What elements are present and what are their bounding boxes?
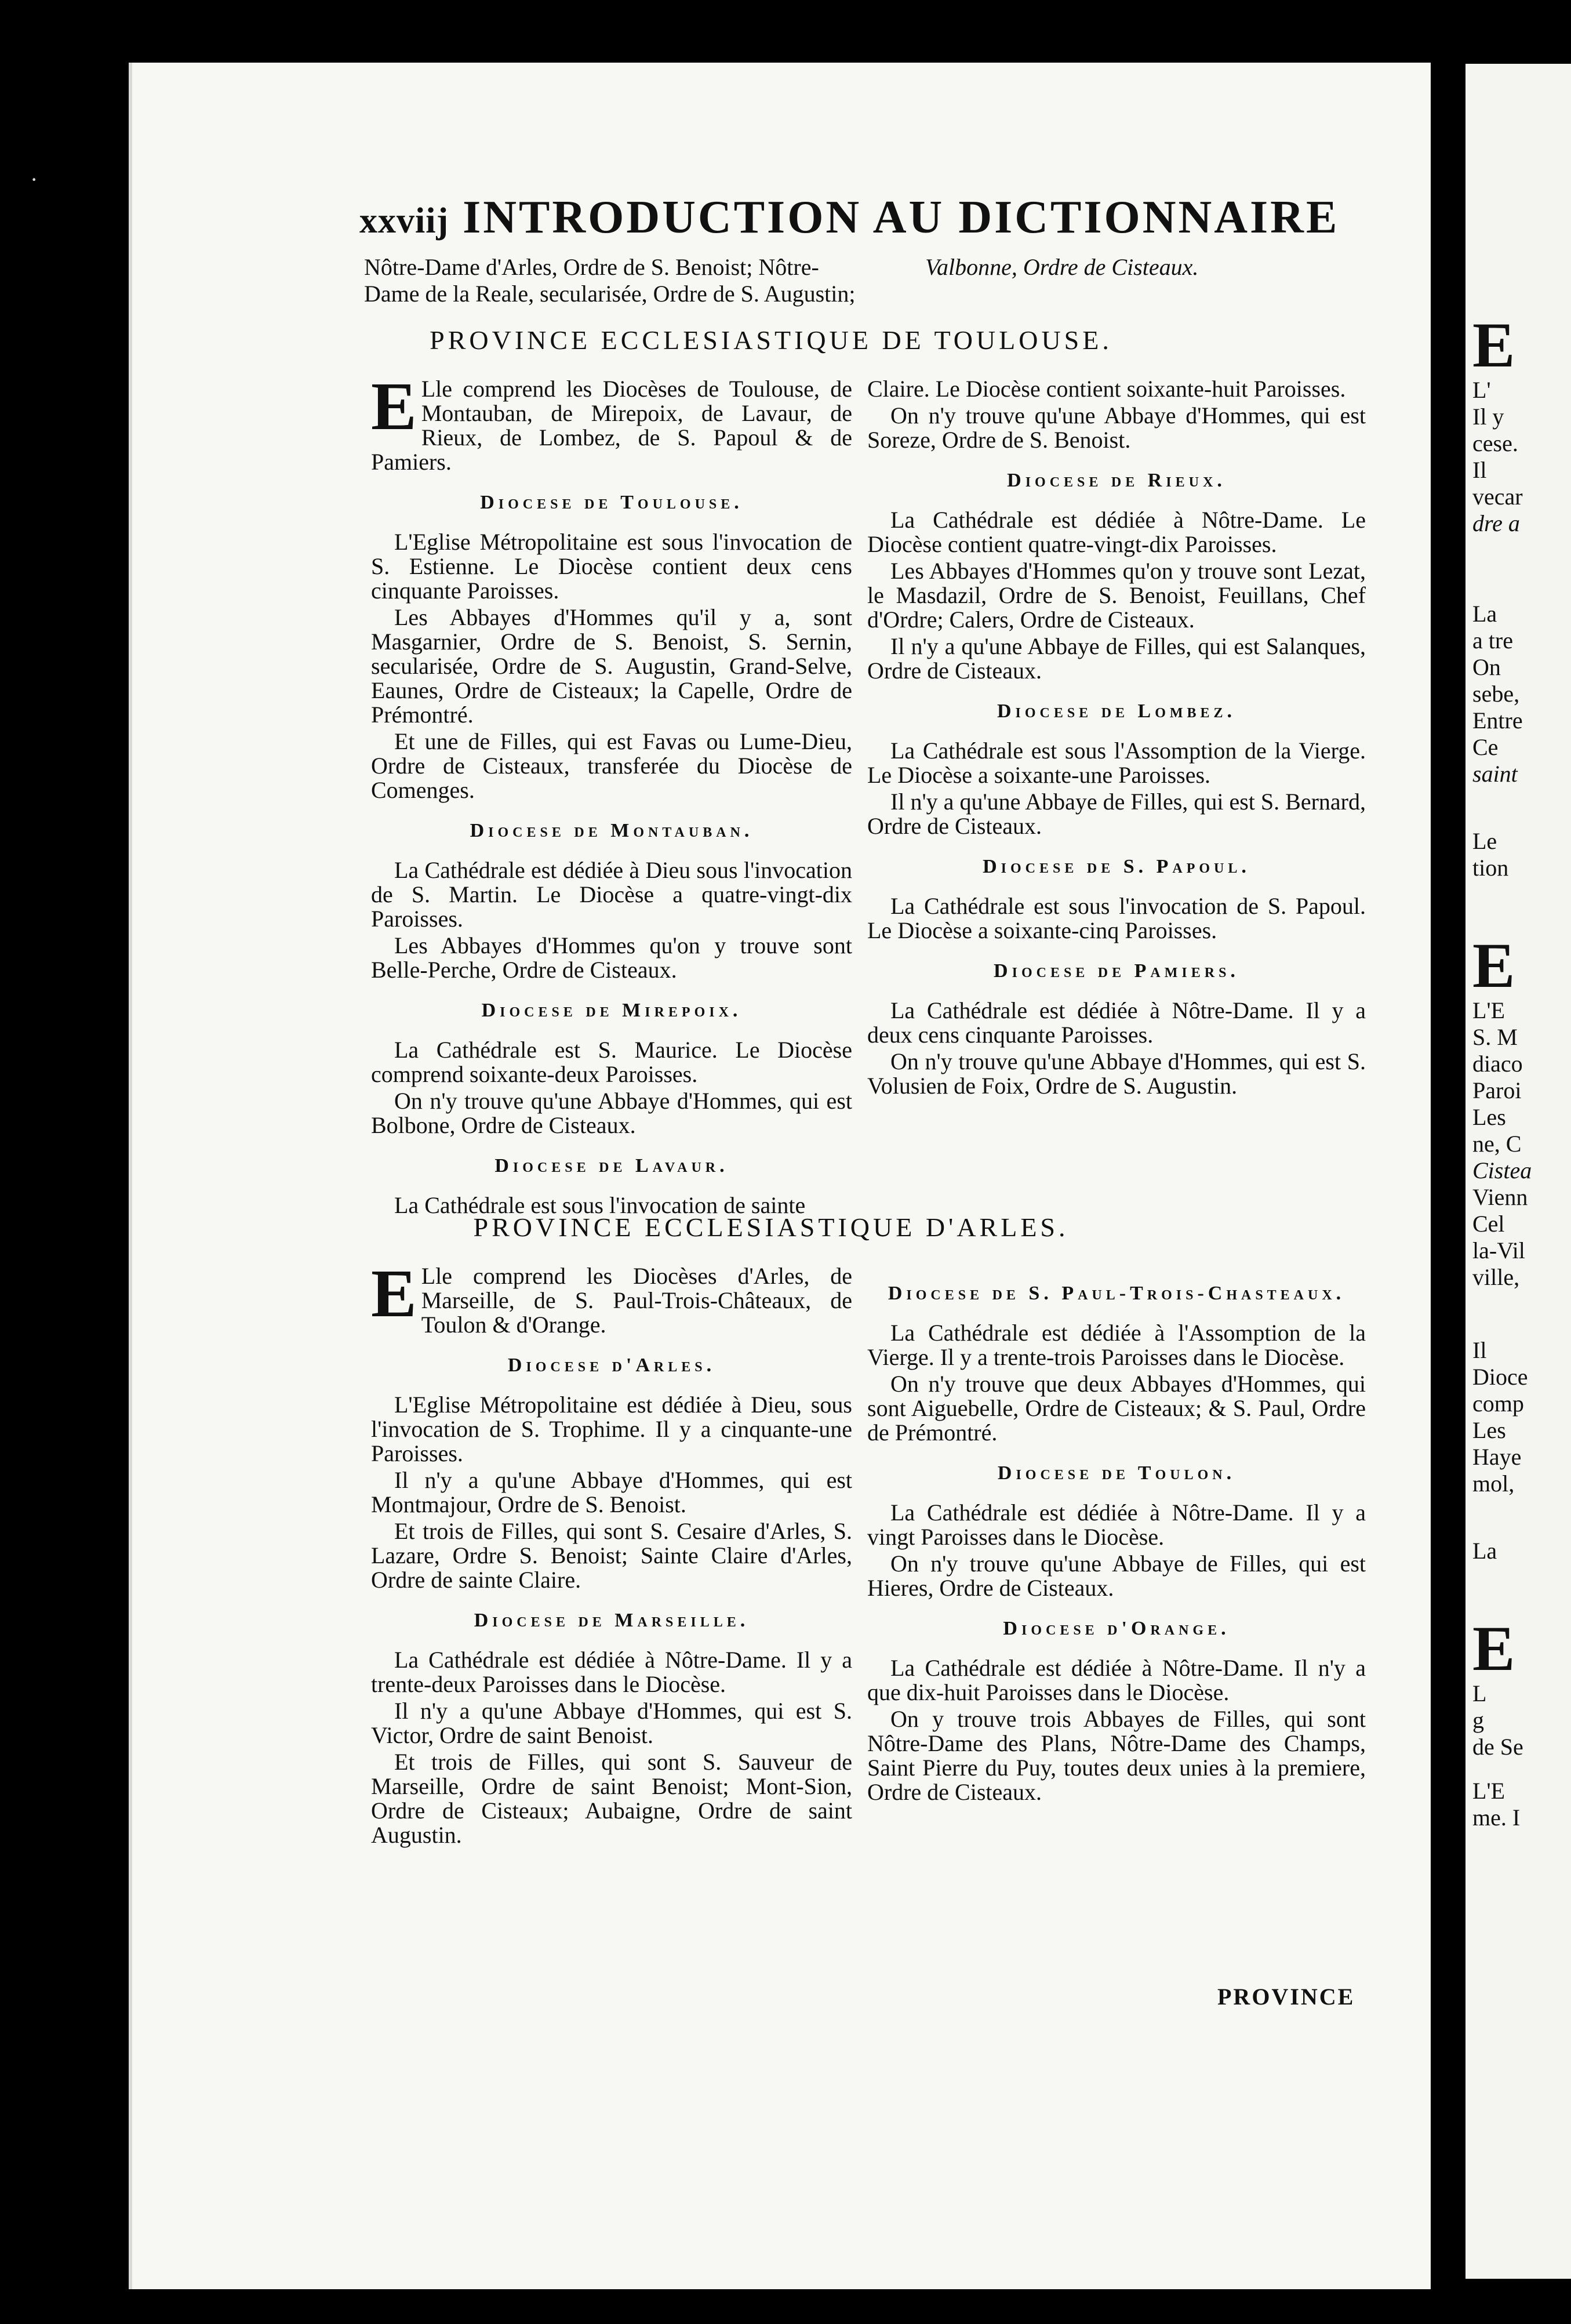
fragment: ville,: [1472, 1264, 1520, 1290]
margin-mark: ·: [30, 166, 38, 193]
fragment: L: [1472, 1680, 1487, 1706]
paragraph: Claire. Le Diocèse contient soixante-huit Paroisses.: [867, 376, 1346, 402]
paragraph: Et trois de Filles, qui sont S. Cesaire d'Arles, S. Lazare, Ordre S. Benoist; Sainte Claire d'Arles, Ordre de sainte Claire.: [371, 1518, 852, 1593]
paragraph: Il n'y a qu'une Abbaye d'Hommes, qui est S. Victor, Ordre de saint Benoist.: [371, 1698, 852, 1748]
paragraph: Il n'y a qu'une Abbaye de Filles, qui est S. Bernard, Ordre de Cisteaux.: [867, 789, 1366, 839]
paragraph: La Cathédrale est sous l'Assomption de la Vierge. Le Diocèse a soixante-une Paroisses.: [867, 738, 1366, 788]
paragraph: Il n'y a qu'une Abbaye de Filles, qui est Salanques, Ordre de Cisteaux.: [867, 633, 1366, 684]
continuation-line: Valbonne, Ordre de Cisteaux.: [925, 254, 1199, 280]
section-heading-toulouse: PROVINCE ECCLESIASTIQUE DE TOULOUSE.: [430, 325, 1112, 355]
intro-paragraph: [371, 368, 852, 475]
diocese-heading: Diocese de Mirepoix.: [481, 1000, 742, 1021]
fragment: vecar: [1472, 484, 1523, 510]
diocese-heading: Diocese de S. Papoul.: [983, 856, 1250, 877]
paragraph: La Cathédrale est S. Maurice. Le Diocèse comprend soixante-deux Paroisses.: [371, 1037, 852, 1087]
fragment: E: [1472, 1613, 1515, 1684]
page-folio: xxviij: [359, 201, 449, 241]
drop-cap: E: [371, 1255, 417, 1331]
fragment: saint: [1472, 761, 1518, 787]
diocese-heading: Diocese de Montauban.: [470, 820, 754, 841]
top-continuation-right: [925, 254, 1389, 281]
continuation-line: Nôtre-Dame d'Arles, Ordre de S. Benoist; Nôtre-: [364, 254, 819, 280]
fragment: Entre: [1472, 707, 1523, 733]
arles-right-column: [867, 1264, 1366, 1807]
catchword: PROVINCE: [1217, 1984, 1355, 2010]
paragraph: On y trouve trois Abbayes de Filles, qui sont Nôtre-Dame des Plans, Nôtre-Dame des Champs, Saint Pierre du Puy, toutes deux unies à la premiere, Ordre de Cisteaux.: [867, 1706, 1366, 1805]
paragraph: La Cathédrale est dédiée à Nôtre-Dame. Il y a deux cens cinquante Paroisses.: [867, 997, 1366, 1048]
paragraph: Et une de Filles, qui est Favas ou Lume-Dieu, Ordre de Cisteaux, transferée du Diocèse de Comenges.: [371, 728, 852, 803]
book-gutter: [0, 0, 133, 2324]
diocese-heading: Diocese de Lavaur.: [494, 1155, 729, 1176]
top-continuation-left: [364, 254, 857, 307]
intro-text: Lle comprend les Diocèses d'Arles, de Marseille, de S. Paul-Trois-Châteaux, de Toulon & d'Orange.: [421, 1263, 852, 1338]
fragment: sebe,: [1472, 681, 1520, 707]
arles-left-column: [371, 1255, 852, 1850]
fragment: a tre: [1472, 627, 1513, 653]
paragraph: La Cathédrale est dédiée à Nôtre-Dame. Il n'y a que dix-huit Paroisses dans le Diocèse.: [867, 1655, 1366, 1705]
paragraph: La Cathédrale est dédiée à Nôtre-Dame. Il y a trente-deux Paroisses dans le Diocèse.: [371, 1647, 852, 1697]
paragraph: On n'y trouve que deux Abbayes d'Hommes, qui sont Aiguebelle, Ordre de Cisteaux; & S. Paul, Ordre de Prémontré.: [867, 1371, 1366, 1446]
paragraph: On n'y trouve qu'une Abbaye d'Hommes, qui est Soreze, Ordre de S. Benoist.: [867, 402, 1366, 453]
fragment: Les: [1472, 1417, 1506, 1443]
fragment: Ce: [1472, 734, 1499, 760]
diocese-heading: Diocese de Lombez.: [997, 700, 1237, 722]
diocese-heading: Diocese de Toulouse.: [480, 492, 743, 513]
facing-page-fragments: [1472, 313, 1571, 2227]
fragment: Haye: [1472, 1444, 1522, 1470]
fragment: L': [1472, 377, 1491, 403]
fragment: mol,: [1472, 1470, 1515, 1497]
fragment: dre a: [1472, 510, 1520, 536]
fragment: Paroi: [1472, 1077, 1522, 1103]
diocese-heading: Diocese de Rieux.: [1007, 470, 1226, 491]
fragment: Le: [1472, 828, 1497, 854]
fragment: me. I: [1472, 1804, 1521, 1831]
fragment: La: [1472, 1538, 1497, 1564]
fragment: Dioce: [1472, 1364, 1528, 1390]
paragraph: Et trois de Filles, qui sont S. Sauveur de Marseille, Ordre de saint Benoist; Mont-Sion, Ordre de Cisteaux; Aubaigne, Ordre de saint Augustin.: [371, 1749, 852, 1848]
toulouse-left-column: [371, 368, 852, 1220]
fragment: comp: [1472, 1390, 1524, 1417]
running-title: INTRODUCTION AU DICTIONNAIRE: [463, 192, 1340, 243]
fragment: L'E: [1472, 1778, 1505, 1804]
paragraph: Les Abbayes d'Hommes qu'on y trouve sont Belle-Perche, Ordre de Cisteaux.: [371, 932, 852, 983]
paragraph: L'Eglise Métropolitaine est dédiée à Dieu, sous l'invocation de S. Trophime. Il y a cinquante-une Paroisses.: [371, 1392, 852, 1466]
paragraph: On n'y trouve qu'une Abbaye d'Hommes, qui est S. Volusien de Foix, Ordre de S. Augustin.: [867, 1048, 1366, 1099]
fragment: Vienn: [1472, 1184, 1528, 1210]
fragment: de Se: [1472, 1734, 1523, 1760]
fragment: E: [1472, 930, 1515, 1001]
fragment: L'E: [1472, 997, 1505, 1023]
fragment: Les: [1472, 1104, 1506, 1130]
fragment: cese.: [1472, 430, 1518, 456]
diocese-heading: Diocese de Pamiers.: [994, 960, 1239, 982]
intro-text: Lle comprend les Diocèses de Toulouse, de Montauban, de Mirepoix, de Lavaur, de Rieux, de Lombez, de S. Papoul & de Pamiers.: [371, 376, 852, 475]
paragraph: La Cathédrale est sous l'invocation de S. Papoul. Le Diocèse a soixante-cinq Paroisses.: [867, 893, 1366, 943]
fragment: E: [1472, 313, 1515, 380]
fragment: Cistea: [1472, 1157, 1532, 1183]
running-head: [359, 191, 1339, 244]
fragment: On: [1472, 654, 1501, 680]
fragment: Il y: [1472, 404, 1504, 430]
paragraph: La Cathédrale est dédiée à Dieu sous l'invocation de S. Martin. Le Diocèse a quatre-vingt-dix Paroisses.: [371, 857, 852, 932]
continuation-line: Dame de la Reale, secularisée, Ordre de S. Augustin;: [364, 281, 856, 307]
paragraph: Il n'y a qu'une Abbaye d'Hommes, qui est Montmajour, Ordre de S. Benoist.: [371, 1467, 852, 1517]
paragraph: La Cathédrale est dédiée à l'Assomption de la Vierge. Il y a trente-trois Paroisses dans le Diocèse.: [867, 1320, 1366, 1370]
drop-cap: E: [371, 368, 417, 444]
fragment: ne, C: [1472, 1131, 1522, 1157]
section-heading-arles: PROVINCE ECCLESIASTIQUE D'ARLES.: [473, 1212, 1069, 1242]
fragment: Il: [1472, 1337, 1487, 1363]
diocese-heading: Diocese de Toulon.: [997, 1462, 1236, 1484]
paragraph: On n'y trouve qu'une Abbaye d'Hommes, qui est Bolbone, Ordre de Cisteaux.: [371, 1088, 852, 1138]
fragment: la-Vil: [1472, 1237, 1525, 1263]
diocese-heading: Diocese de S. Paul-Trois-Chasteaux.: [888, 1283, 1345, 1304]
diocese-heading: Diocese d'Arles.: [507, 1355, 716, 1376]
intro-paragraph: [371, 1255, 852, 1338]
paragraph: Les Abbayes d'Hommes qu'on y trouve sont Lezat, le Masdazil, Ordre de S. Benoist, Feuillans, Chef d'Ordre; Calers, Ordre de Cisteaux.: [867, 558, 1366, 633]
diocese-heading: Diocese de Marseille.: [474, 1610, 750, 1631]
fragment: Il: [1472, 457, 1487, 483]
fragment: diaco: [1472, 1051, 1523, 1077]
paragraph: Les Abbayes d'Hommes qu'il y a, sont Masgarnier, Ordre de S. Benoist, S. Sernin, secularisée, Ordre de S. Augustin, Grand-Selve, Eaunes, Ordre de Cisteaux; la Capelle, Ordre de Prémontré.: [371, 604, 852, 728]
paragraph: La Cathédrale est dédiée à Nôtre-Dame. Il y a vingt Paroisses dans le Diocèse.: [867, 1499, 1366, 1550]
paragraph: La Cathédrale est dédiée à Nôtre-Dame. Le Diocèse contient quatre-vingt-dix Paroisses.: [867, 507, 1366, 557]
diocese-heading: Diocese d'Orange.: [1003, 1618, 1230, 1639]
toulouse-right-column: [867, 377, 1366, 1101]
fragment: g: [1472, 1707, 1484, 1733]
fragment: tion: [1472, 855, 1509, 881]
fragment: S. M: [1472, 1024, 1518, 1050]
fragment: La: [1472, 601, 1497, 627]
fragment: Cel: [1472, 1211, 1505, 1237]
paragraph: On n'y trouve qu'une Abbaye de Filles, qui est Hieres, Ordre de Cisteaux.: [867, 1550, 1366, 1601]
paragraph: La Cathédrale est sous l'invocation de sainte: [394, 1192, 806, 1218]
paragraph: L'Eglise Métropolitaine est sous l'invocation de S. Estienne. Le Diocèse contient deux cens cinquante Paroisses.: [371, 529, 852, 604]
